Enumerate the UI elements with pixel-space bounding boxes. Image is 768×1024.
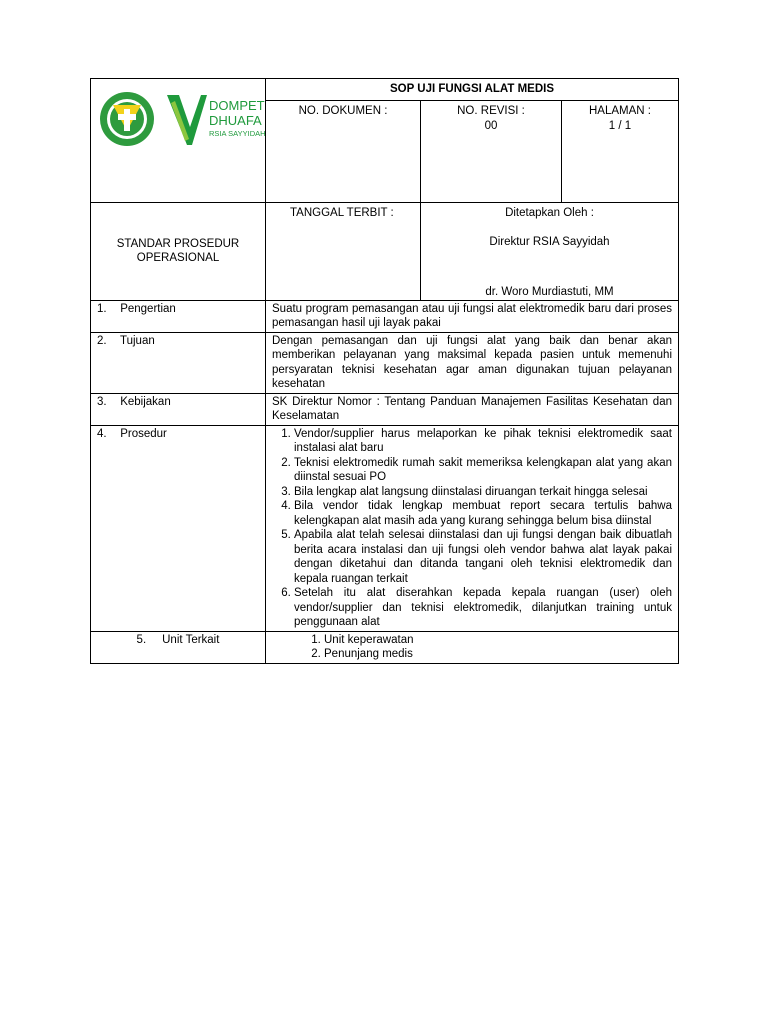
logo-cell [91,79,266,203]
unit-terkait-cell [266,631,679,663]
no-revisi-cell [421,101,562,203]
section-number: 4. [97,427,107,440]
muhammadiyah-seal-icon [100,92,154,146]
prosedur-step: 3. Bila lengkap alat langsung diinstalasi diruangan terkait hingga selesai [294,485,672,500]
ditetapkan-cell [421,203,679,301]
hospital-logos [97,83,267,163]
section-label: Prosedur [120,427,167,440]
section-number: 1. [97,302,107,315]
tanggal-terbit-cell [266,203,421,301]
prosedur-step: 4. Bila vendor tidak lengkap membuat report secara tertulis bahwa kelengkapan alat masih ada yang kurang sehingga belum bisa diinstal [294,499,672,528]
prosedur-step: 6. Setelah itu alat diserahkan kepada kepala ruangan (user) oleh vendor/supplier dan teknisi elektromedik, dilanjutkan training untuk penggunaan alat [294,586,672,630]
section-label: Pengertian [120,302,176,315]
ditetapkan-nama: dr. Woro Murdiastuti, MM [485,286,614,298]
halaman-label: HALAMAN : [589,105,651,117]
section-number: 5. [136,633,147,646]
section-label-cell [91,393,266,425]
section-label-cell [91,631,266,663]
brand-line1: DOMPET [209,98,265,113]
tujuan-text: Dengan pemasangan dan uji fungsi alat yang baik dan benar akan memberikan pelayanan yang maksimal kepada pasien untuk memenuhi persyaratan teknisi kesehatan agar aman digunakan tujuan pelayanan kesehatan [266,332,679,393]
kebijakan-text: SK Direktur Nomor : Tentang Panduan Manajemen Fasilitas Kesehatan dan Keselamatan [266,393,679,425]
tanggal-terbit-label: TANGGAL TERBIT : [290,207,394,219]
prosedur-step: 2. Teknisi elektromedik rumah sakit memeriksa kelengkapan alat yang akan diinstal sesuai PO [294,456,672,485]
no-dokumen-label: NO. DOKUMEN : [298,105,388,117]
row-pengertian [91,300,679,332]
section-number: 3. [97,395,107,408]
section-label-cell [91,332,266,393]
document-title: SOP UJI FUNGSI ALAT MEDIS [266,79,679,101]
unit-item: 1. Unit keperawatan [324,633,672,648]
prosedur-steps [272,427,672,630]
ditetapkan-label: Ditetapkan Oleh : [505,207,594,219]
row-unit-terkait [91,631,679,663]
dompet-dhuafa-logo-icon [167,95,266,145]
prosedur-step: 5. Apabila alat telah selesai diinstalasi dan uji fungsi dengan baik dibuatlah berita acara instalasi dan uji fungsi oleh vendor bahwa alat layak pakai dengan diketahui dan ditanda tangani oleh teknisi elektromedik dan kepala ruangan terkait [294,528,672,586]
unit-terkait-list [272,633,672,662]
section-label: Unit Terkait [162,633,220,646]
halaman-cell [562,101,679,203]
unit-item: 2. Penunjang medis [324,647,672,662]
section-number: 2. [97,334,107,347]
row-kebijakan [91,393,679,425]
ditetapkan-jabatan: Direktur RSIA Sayyidah [489,235,610,248]
section-label-cell [91,425,266,631]
brand-line2: DHUAFA [209,113,262,128]
prosedur-step: 1. Vendor/supplier harus melaporkan ke pihak teknisi elektromedik saat instalasi alat baru [294,427,672,456]
section-label: Tujuan [120,334,155,347]
section-label: Kebijakan [120,395,171,408]
no-revisi-value: 00 [484,119,498,132]
sop-label: STANDAR PROSEDUR OPERASIONAL [91,203,266,301]
no-dokumen-cell [266,101,421,203]
halaman-value: 1 / 1 [608,119,632,132]
no-revisi-label: NO. REVISI : [457,105,525,117]
row-tujuan [91,332,679,393]
prosedur-cell [266,425,679,631]
pengertian-text: Suatu program pemasangan atau uji fungsi alat elektromedik baru dari proses pemasangan hasil uji layak pakai [266,300,679,332]
brand-line3: RSIA SAYYIDAH [209,129,266,138]
sop-table [90,78,679,664]
section-label-cell [91,300,266,332]
row-prosedur [91,425,679,631]
